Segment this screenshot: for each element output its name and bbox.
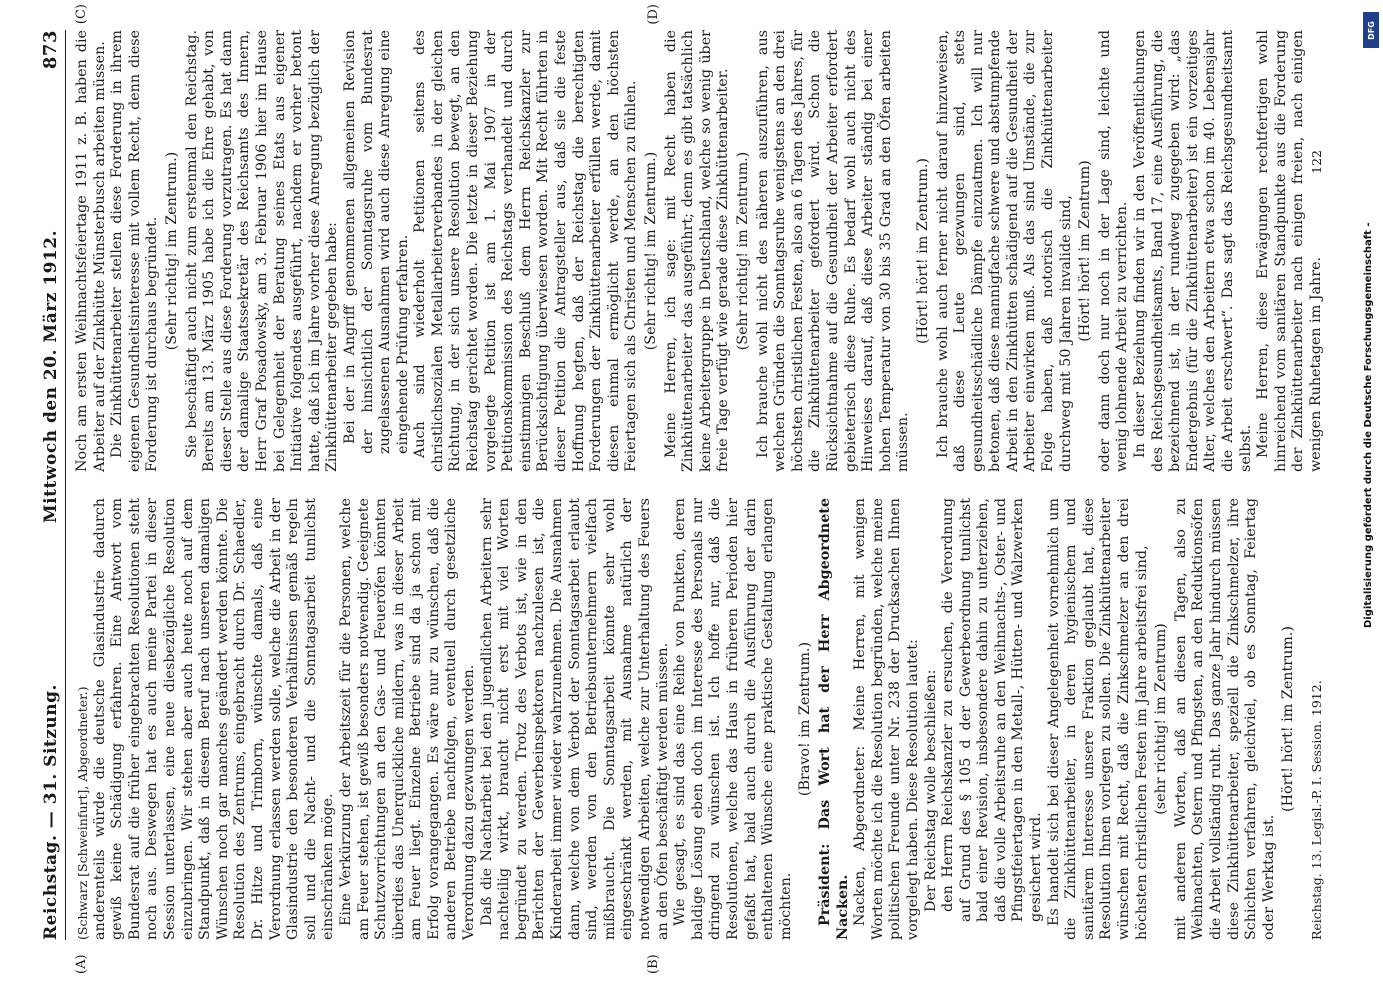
interjection: (Hört! hört! im Zentrum) <box>1077 160 1094 342</box>
nacken-intro: Nacken, Abgeordneter: Meine Herren, mit wenigen Worten möchte ich die Resolution begründen, welche meine politischen Freunde unter Nr. 238 der Drucksachen Ihnen vorgelegt haben. Diese Resolution lautet: <box>852 498 921 940</box>
interjection: (Sehr richtig! im Zentrum.) <box>643 151 659 351</box>
dfg-logo: DFG <box>1363 12 1379 48</box>
page-footer: Reichstag. 13. Legisl.-P. I. Session. 1912. <box>1309 680 1324 940</box>
interjection: (Hört! hört! im Zentrum.) <box>1280 626 1297 812</box>
resolution-heading: Der Reichstag wolle beschließen: <box>922 669 939 912</box>
right-paragraph: Ich brauche wohl nicht des näheren auszuführen, aus welchen Gründen die Sonntagsruhe wenigstens an den drei höchsten christlichen Festen, also an 6 Tagen des Jahres, für die Zinkhüttenarbeiter gefordert wird. Schon die Rücksichtnahme auf die Gesundheit der Arbeiter erfordert gebieterisch diese Ruhe. Es bedarf wohl auch nicht des Hinweises darauf, daß diese Arbeiter ständig bei einer hohen Temperatur von 30 bis 35 Grad an den Öfen arbeiten müssen. <box>754 30 912 472</box>
left-paragraph: Es handelt sich bei dieser Angelegenheit vornehmlich um die Zinkhüttenarbeiter, in deren hygienischem und sanitärem Interesse unsere Fraktion geglaubt hat, diese Resolution Ihnen vorlegen zu sollen. Die Zinkhüttenarbeiter wünschen mit Recht, daß die Zinkschmelzer an den drei höchsten christlichen Festen im Jahre arbeitsfrei sind, <box>1045 498 1150 940</box>
header-left: Reichstag. — 31. Sitzung. <box>41 684 61 940</box>
right-paragraph: Auch sind wiederholt Petitionen seitens des christlichsozialen Metallarbeiterverbandes in der gleichen Richtung, in der sich unsere Resolution bewegt, an den Reichstag gerichtet worden. Die letzte in dieser Beziehung vorgelegte Petition ist am 1. Mai 1907 in der Petitionskommission des Reichstags verhandelt und durch einstimmigen Beschluß dem Herrn Reichskanzler zur Berücksichtigung überwiesen worden. Mit Recht führten in dieser Petition die Antragsteller aus, daß sie die feste Hoffnung hegten, daß der Reichstag die berechtigten Forderungen der Zinkhüttenarbeiter erfüllen werde, damit diesen einmal ermöglicht werde, an den höchsten Feiertagen sich als Christen und Menschen zu fühlen. <box>412 30 640 472</box>
margin-mark-a: (A) <box>74 954 89 974</box>
header-center: Mittwoch den 20. März 1912. <box>41 229 61 524</box>
resolution-text: den Herrn Reichskanzler zu ersuchen, die Verordnung auf Grund des § 105 d der Gewerbeordnung tunlichst bald einer Revision, insbesondere dahin zu unterziehen, daß die volle Arbeitsruhe an den Weihnachts-, Oster- und Pfingstfeiertagen in den Metall-, Hütten- und Walzwerken gesichert wird. <box>940 498 1045 922</box>
header-page-number: 873 <box>40 30 61 70</box>
left-paragraph: Daß die Nachtarbeit bei den jugendlichen Arbeitern sehr nachteilig wirkt, braucht nicht erst mit viel Worten begründet zu werden. Trotz des Verbots ist, wie in den Berichten der Gewerbeinspektoren nachzulesen ist, die Kinderarbeit immer wieder wahrzunehmen. Die Ausnahmen dann, welche von dem Verbot der Sonntagsarbeit erlaubt sind, werden von den Betriebsunternehmern vielfach mißbraucht. Die Sonntagsarbeit könnte sehr wohl eingeschränkt werden, mit Ausnahme natürlich der notwendigen Arbeiten, welche zur Unterhaltung des Feuers an den Öfen beschäftigt werden müssen. <box>478 498 671 940</box>
interjection: (Sehr richtig! im Zentrum.) <box>163 151 180 351</box>
page-header <box>40 30 66 940</box>
digitization-notice <box>1361 8 1381 988</box>
right-paragraph: Ich brauche wohl auch ferner nicht darauf hinzuweisen, daß diese Leute gezwungen sind, stets gesundheitsschädliche Dämpfe einzuatmen. Ich will nur betonen, daß diese mannigfache schwere und abstumpfende Arbeit in den Zinkhütten schädigend auf die Gesundheit der Arbeiter einwirken muß. Als das sind Umstände, die zur Folge haben, daß notorisch die Zinkhüttenarbeiter durchweg mit 50 Jahren invalide sind, <box>934 30 1074 472</box>
interjection: (Hört! hört! im Zentrum.) <box>914 158 931 344</box>
interjection: (Sehr richtig! im Zentrum.) <box>734 151 751 351</box>
digitization-text: Digitalisierung gefördert durch die Deutsche Forschungsgemeinschaft - <box>1363 222 1374 628</box>
right-paragraph: Meine Herren, diese Erwägungen rechtfertigen wohl hinreichend vom sanitären Standpunkte aus die Forderung der Zinkhüttenarbeiter nach einigen freien, nach einigen wenigen Ruhetagen im Jahre. <box>1255 30 1324 472</box>
signature-number: 122 <box>1309 150 1324 174</box>
text-columns <box>74 4 1326 974</box>
speaker-intro: (Schwarz [Schweinfurt], Abgeordneter.) <box>75 686 90 940</box>
margin-mark-b: (B) <box>646 954 661 974</box>
interjection: (sehr richtig! im Zentrum) <box>1153 623 1170 815</box>
right-paragraph: In dieser Beziehung finden wir in den Veröffentlichungen des Reichsgesundheitsamts, Band 17, eine Ausführung, die bezeichnend ist, in der rundweg zugegeben wird: „das Endergebnis (für die Zinkhüttenarbeiter) ist ein vorzeitiges Alter, welches den Arbeitern etwa schon im 40. Lebensjahr die Arbeit erschwert“. Das sagt das Reichsgesundheitsamt selbst. <box>1132 30 1254 472</box>
right-column <box>74 30 1326 472</box>
right-paragraph: Meine Herren, ich sage: mit Recht haben die Zinkhüttenarbeiter das ausgeführt; denn es gibt tatsächlich keine Arbeitergruppe in Deutschland, welche so wenig über freie Tage verfügt wie gerade diese Zinkhüttenarbeiter. <box>662 30 732 472</box>
president-statement: Präsident: Das Wort hat der Herr Abgeordnete Nacken. <box>816 498 851 940</box>
right-paragraph: oder dann doch nur noch in der Lage sind, leichte und wenig lohnende Arbeit zu verrichten. <box>1096 30 1131 472</box>
left-paragraph: anderenteils würde die deutsche Glasindustrie dadurch gewiß keine Schädigung erfahren. Eine Antwort vom Bundesrat auf die früher eingebrachten Resolutionen steht noch aus. Deswegen hat es auch meine Partei in dieser Session unterlassen, eine neue diesbezügliche Resolution einzubringen. Wir stehen aber auch heute noch auf dem Standpunkt, daß in diesem Beruf nach unseren damaligen Wünschen noch gar manches geändert werden könnte. Die Resolution des Zentrums, eingebracht durch Dr. Schaedler, Dr. Hitze und Trimborn, wünschte damals, daß eine Verordnung erlassen werden solle, welche die Arbeit in der Glasindustrie den besonderen Verhältnissen gemäß regeln soll und die Nacht- und die Sonntagsarbeit tunlichst einschränken möge. <box>91 498 337 940</box>
left-paragraph: Eine Verkürzung der Arbeitszeit für die Personen, welche am Feuer stehen, ist gewiß besonders notwendig. Geeignete Schutzvorrichtungen an den Gas- und Feueröfen könnten überdies das Unerquickliche mildern, was in dieser Arbeit am Feuer liegt. Einzelne Betriebe sind da ja schon mit Erfolg vorangegangen. Es wäre nur zu wünschen, daß die anderen Betriebe nachfolgen, eventuell durch gesetzliche Verordnung dazu gezwungen werden. <box>337 498 478 940</box>
margin-mark-d: (D) <box>646 4 661 25</box>
right-paragraph: Sie beschäftigt auch nicht zum erstenmal den Reichstag. Bereits am 13. März 1905 habe ich die Ehre gehabt, von dieser Stelle aus diese Forderung vorzutragen. Es hat dann der damalige Staatssekretär des Reichsamts des Innern, Herr Graf Posadowsky, am 3. Februar 1906 hier im Hause bei Gelegenheit der Beratung seines Etats aus eigener Initiative folgendes ausgeführt, nachdem er vorher betont hatte, daß ich im Jahre vorher diese Anregung bezüglich der Zinkhüttenarbeiter gegeben habe: <box>183 30 341 472</box>
left-paragraph: Wie gesagt, es sind das eine Reihe von Punkten, deren baldige Lösung eben doch im Interesse des Personals nur dringend zu wünschen ist. Ich hoffe nur, daß die Resolutionen, welche das Haus in früheren Perioden hier gefaßt hat, bald auch durch die Ausführung der darin enthaltenen Wünsche eine praktische Gestaltung erlangen möchten. <box>672 498 794 940</box>
quoted-statement: Bei der in Angriff genommenen allgemeinen Revision der hinsichtlich der Sonntagsruhe vom Bundesrat zugelassenen Ausnahmen wird auch diese Anregung eine eingehende Prüfung erfahren. <box>341 30 411 454</box>
left-paragraph: mit anderen Worten, daß an diesen Tagen, also zu Weihnachten, Ostern und Pfingsten, an den Reduktionsöfen die Arbeit vollständig ruht. Das ganze Jahr hindurch müssen diese Zinkhüttenarbeiter, speziell die Zinkschmelzer, ihre Schichten verfahren, gleichviel, ob es Sonntag, Feiertag oder Werktag ist. <box>1172 498 1277 940</box>
right-paragraph: Noch am ersten Weihnachtsfeiertage 1911 z. B. haben die Arbeiter auf der Zinkhütte Münsterbusch arbeiten müssen. <box>74 30 108 472</box>
margin-mark-c: (C) <box>74 4 89 25</box>
left-column <box>74 498 1326 940</box>
right-paragraph: Die Zinkhüttenarbeiter stellen diese Forderung in ihrem eigenen Gesundheitsinteresse mit vollem Recht, denn diese Forderung ist durchaus begründet. <box>109 30 161 472</box>
applause-note: (Bravo! im Zentrum.) <box>797 641 814 797</box>
